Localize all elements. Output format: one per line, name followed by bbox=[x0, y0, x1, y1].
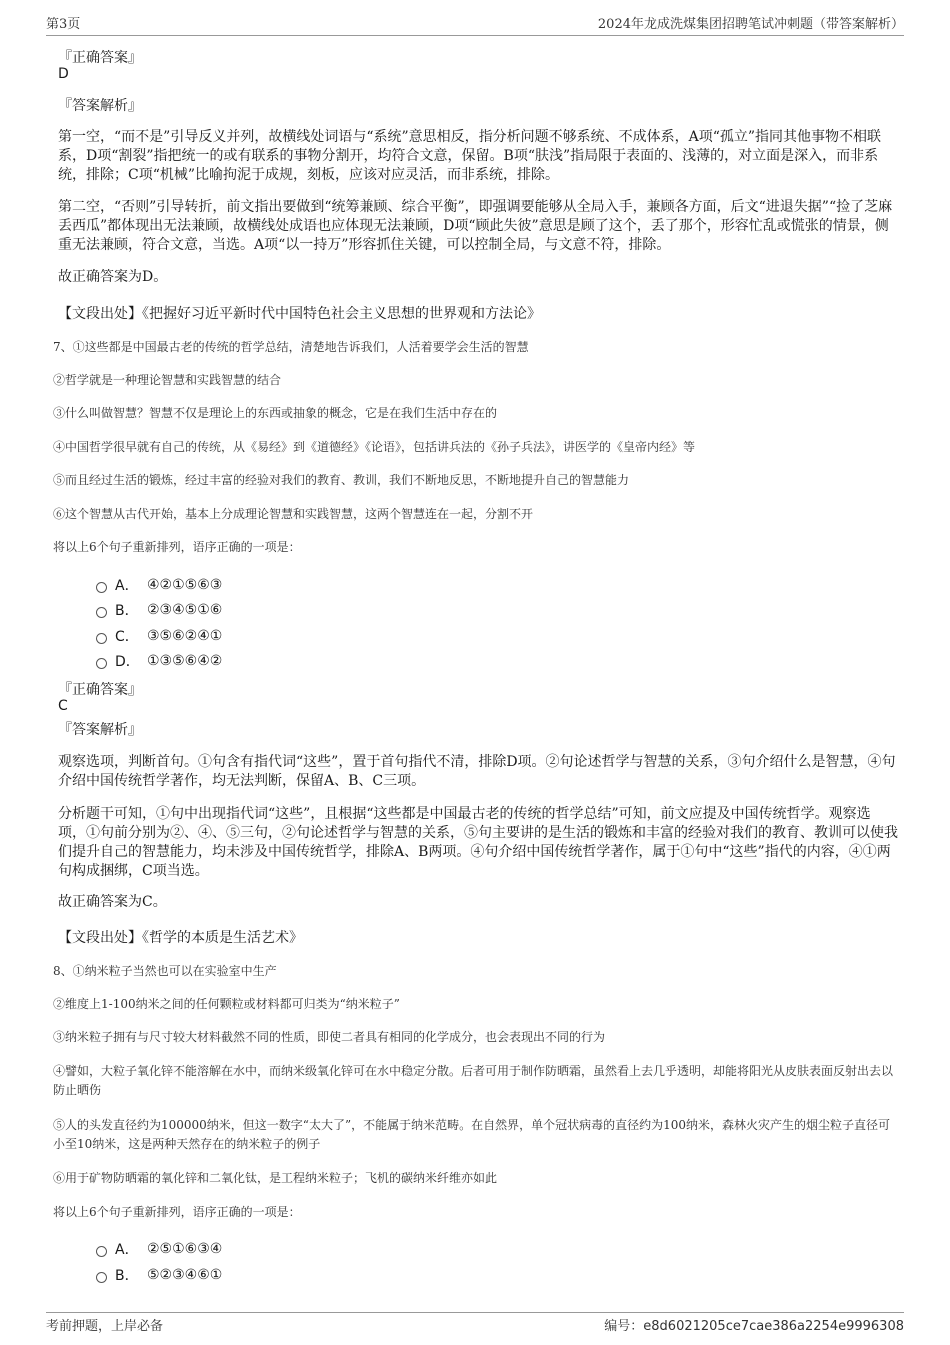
option-letter: A． bbox=[115, 578, 139, 594]
radio-icon[interactable] bbox=[96, 582, 107, 593]
q7-conclusion: 故正确答案为C。 bbox=[58, 894, 167, 910]
option-letter: B． bbox=[115, 603, 139, 619]
q8-sentence-2: ②维度上1-100纳米之间的任何颗粒或材料都可归类为“纳米粒子” bbox=[53, 997, 400, 1011]
q7-prompt: 将以上6个句子重新排列，语序正确的一项是： bbox=[53, 540, 301, 554]
option-letter: C． bbox=[115, 629, 139, 645]
q7-analysis-label: 『答案解析』 bbox=[58, 722, 142, 738]
q7-sentence-2: ②哲学就是一种理论智慧和实践智慧的结合 bbox=[53, 373, 282, 387]
q7-option-a[interactable] bbox=[96, 575, 222, 595]
option-text: ①③⑤⑥④② bbox=[147, 653, 223, 669]
q6-conclusion: 故正确答案为D。 bbox=[58, 269, 168, 285]
option-letter: A． bbox=[115, 1242, 139, 1258]
q7-option-c[interactable] bbox=[96, 626, 222, 646]
q6-analysis-paragraph-1: 第一空，“而不是”引导反义并列，故横线处词语与“系统”意思相反，指分析问题不够系统、不成体系，A项“孤立”指同其他事物不相联系，D项“割裂”指把统一的或有联系的事物分割开，均符合文意，保留。B项“肤浅”指局限于表面的、浅薄的，对立面是深入，而非系统，排除；C项“机械”比喻拘泥于成规，刻板，应该对应灵活，而非系统，排除。 bbox=[58, 129, 882, 183]
q6-answer: D bbox=[58, 66, 69, 82]
radio-icon[interactable] bbox=[96, 633, 107, 644]
q8-prompt: 将以上6个句子重新排列，语序正确的一项是： bbox=[53, 1205, 301, 1219]
q6-analysis-label: 『答案解析』 bbox=[58, 98, 142, 114]
option-text: ③⑤⑥②④① bbox=[147, 628, 223, 644]
q8-option-b[interactable] bbox=[96, 1265, 222, 1285]
document-id: 编号：e8d6021205ce7cae386a2254e9996308 bbox=[604, 1319, 904, 1334]
option-text: ②⑤①⑥③④ bbox=[147, 1241, 223, 1257]
option-text: ④②①⑤⑥③ bbox=[147, 577, 223, 593]
page-number: 第3页 bbox=[46, 17, 81, 32]
radio-icon[interactable] bbox=[96, 1272, 107, 1283]
q7-sentence-4: ④中国哲学很早就有自己的传统，从《易经》到《道德经》《论语》，包括讲兵法的《孙子兵法》，讲医学的《皇帝内经》等 bbox=[53, 440, 696, 454]
radio-icon[interactable] bbox=[96, 607, 107, 618]
q8-sentence-4: ④譬如，大粒子氧化锌不能溶解在水中，而纳米级氧化锌可在水中稳定分散。后者可用于制作防晒霜，虽然看上去几乎透明，却能将阳光从皮肤表面反射出去以防止晒伤 bbox=[53, 1064, 894, 1097]
q7-answer: C bbox=[58, 698, 68, 714]
q8-sentence-6: ⑥用于矿物防晒霜的氧化锌和二氧化钛，是工程纳米粒子；飞机的碳纳米纤维亦如此 bbox=[53, 1171, 498, 1185]
radio-icon[interactable] bbox=[96, 1246, 107, 1257]
q6-analysis-paragraph-2: 第二空，“否则”引导转折，前文指出要做到“统筹兼顾、综合平衡”，即强调要能够从全局入手，兼顾各方面，后文“进退失据”“捡了芝麻丢西瓜”都体现出无法兼顾，故横线处成语也应体现无法兼顾，D项“顾此失彼”意思是顾了这个，丢了那个，形容忙乱或慌张的情景，侧重无法兼顾，符合文意，当选。A项“以一持万”形容抓住关键，可以控制全局，与文意不符，排除。 bbox=[58, 199, 893, 253]
q7-sentence-6: ⑥这个智慧从古代开始，基本上分成理论智慧和实践智慧，这两个智慧连在一起，分割不开 bbox=[53, 507, 534, 521]
radio-icon[interactable] bbox=[96, 658, 107, 669]
q7-source: 【文段出处】《哲学的本质是生活艺术》 bbox=[58, 930, 303, 946]
q6-source: 【文段出处】《把握好习近平新时代中国特色社会主义思想的世界观和方法论》 bbox=[58, 306, 541, 322]
option-letter: D． bbox=[115, 654, 140, 670]
q7-answer-label: 『正确答案』 bbox=[58, 682, 142, 698]
q7-option-d[interactable] bbox=[96, 651, 222, 671]
page-footer bbox=[46, 1312, 904, 1334]
document-title: 2024年龙成洗煤集团招聘笔试冲刺题（带答案解析） bbox=[597, 17, 904, 32]
option-letter: B． bbox=[115, 1268, 139, 1284]
q7-analysis-paragraph-1: 观察选项，判断首句。①句含有指代词“这些”，置于首句指代不清，排除D项。②句论述哲学与智慧的关系，③句介绍什么是智慧，④句介绍中国传统哲学著作，均无法判断，保留A、B、C三项。 bbox=[58, 754, 896, 789]
footer-slogan: 考前押题，上岸必备 bbox=[46, 1319, 164, 1334]
q8-sentence-1: 8、①纳米粒子当然也可以在实验室中生产 bbox=[53, 964, 277, 978]
option-text: ②③④⑤①⑥ bbox=[147, 602, 223, 618]
q7-sentence-5: ⑤而且经过生活的锻炼，经过丰富的经验对我们的教育、教训，我们不断地反思，不断地提升自己的智慧能力 bbox=[53, 473, 630, 487]
q7-sentence-1: 7、①这些都是中国最古老的传统的哲学总结，清楚地告诉我们，人活着要学会生活的智慧 bbox=[53, 340, 529, 354]
q8-sentence-5: ⑤人的头发直径约为100000纳米，但这一数字“太大了”，不能属于纳米范畴。在自然界，单个冠状病毒的直径约为100纳米，森林火灾产生的烟尘粒子直径可小至10纳米，这是两种天然存在的纳米粒子的例子 bbox=[53, 1118, 890, 1151]
q6-answer-label: 『正确答案』 bbox=[58, 50, 142, 66]
q7-option-b[interactable] bbox=[96, 600, 222, 620]
q7-sentence-3: ③什么叫做智慧？智慧不仅是理论上的东西或抽象的概念，它是在我们生活中存在的 bbox=[53, 406, 498, 420]
page-header bbox=[46, 10, 904, 36]
q8-sentence-3: ③纳米粒子拥有与尺寸较大材料截然不同的性质，即使二者具有相同的化学成分，也会表现出不同的行为 bbox=[53, 1030, 606, 1044]
q7-analysis-paragraph-2: 分析题干可知，①句中出现指代词“这些”，且根据“这些都是中国最古老的传统的哲学总结”可知，前文应提及中国传统哲学。观察选项，①句前分别为②、④、⑤三句，②句论述哲学与智慧的关系，⑤句主要讲的是生活的锻炼和丰富的经验对我们的教育、教训可以使我们提升自己的智慧能力，均未涉及中国传统哲学，排除A、B两项。④句介绍中国传统哲学著作，属于①句中“这些”指代的内容，④①两句构成捆绑，C项当选。 bbox=[58, 806, 898, 879]
option-text: ⑤②③④⑥① bbox=[147, 1267, 223, 1283]
q8-option-a[interactable] bbox=[96, 1239, 222, 1259]
